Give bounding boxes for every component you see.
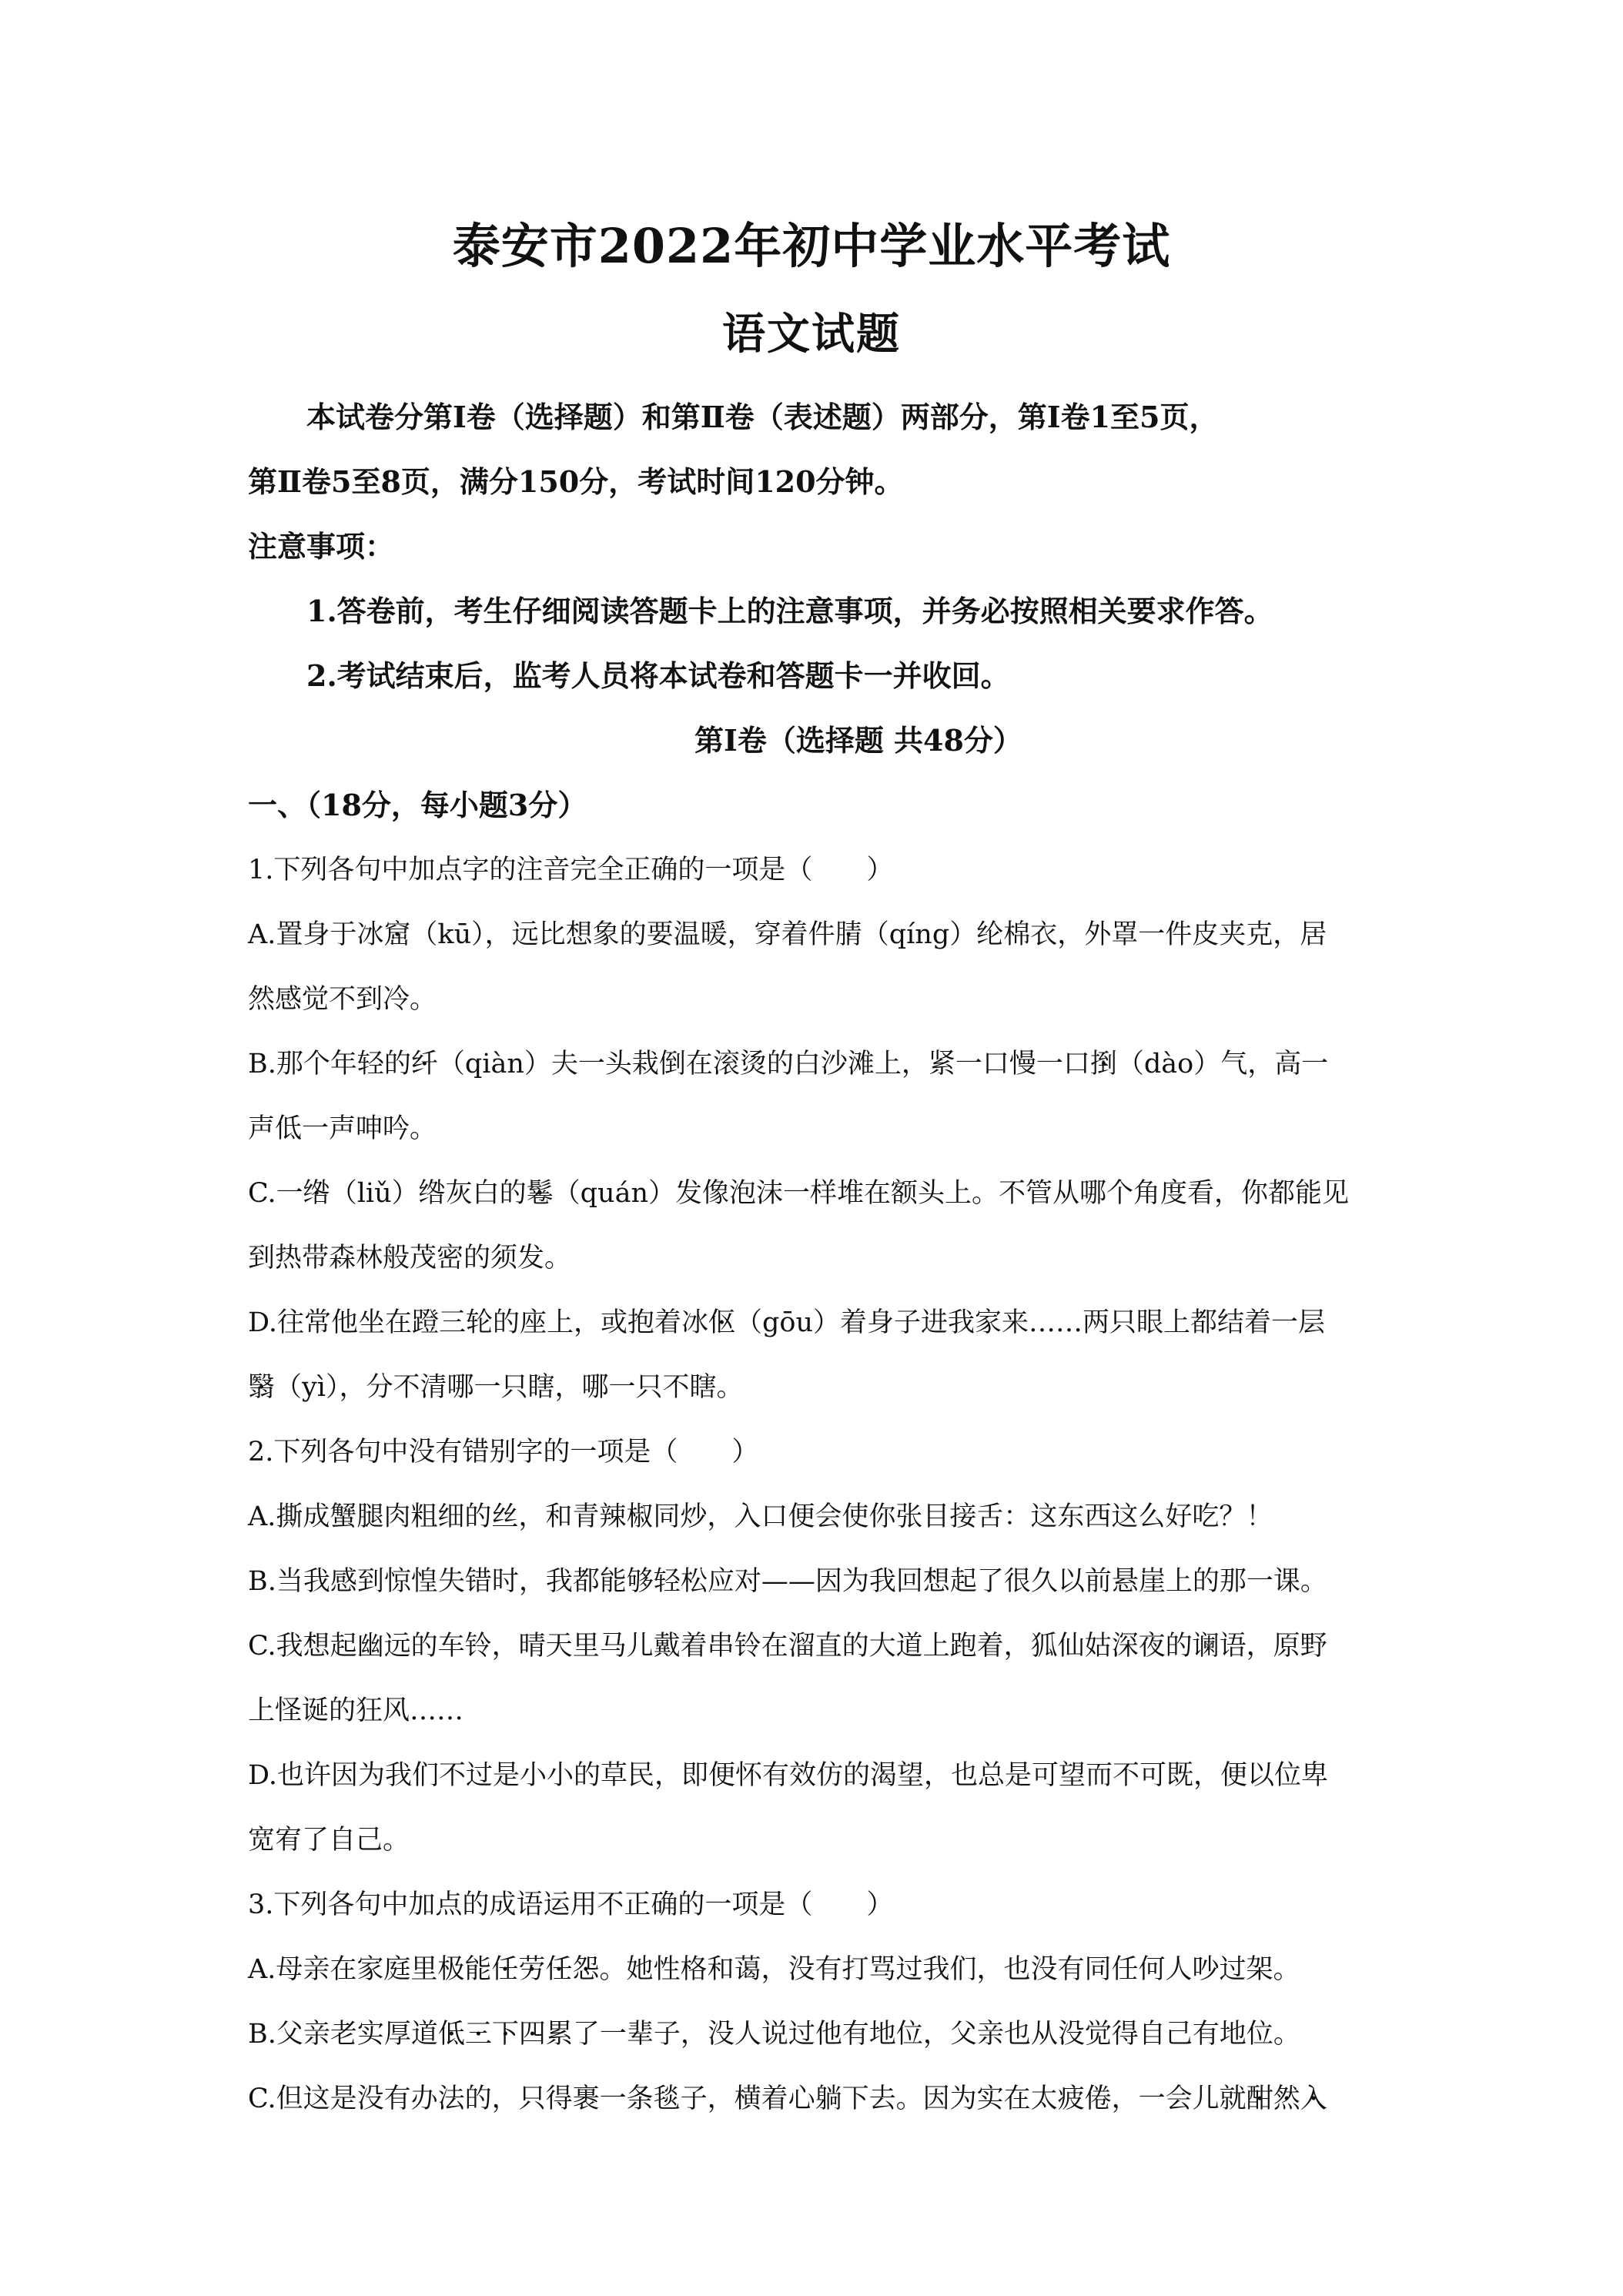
q1-stem: 1.下列各句中加点字的注音完全正确的一项是（ ） [248,855,894,885]
q2-option-d-cont: 宽宥了自己。 [248,1825,410,1856]
exam-subject: 语文试题 [722,309,901,360]
dotted-char: 劳 • [518,1954,545,1985]
q1-option-d: D.往常他坐在蹬三轮的座上，或抱着冰伛 •（gōu）着身子进我家来……两只眼上都结着一层 [248,1290,1469,1355]
q2-option-c: C.我想起幽远的车铃，晴天里马儿戴着串铃在溜直的大道上跑着，狐仙姑深夜的谰语，原野 [248,1631,1327,1662]
dotted-char: 低 • [438,2019,465,2050]
dotted-char: 下 • [492,2019,519,2050]
exam-body [248,385,1469,2131]
dotted-char: 怨 • [572,1954,599,1985]
q2-stem: 2.下列各句中没有错别字的一项是（ ） [248,1437,759,1468]
q3-stem: 3.下列各句中加点的成语运用不正确的一项是（ ） [248,1889,894,1920]
notes-heading: 注意事项： [248,529,395,564]
dotted-char: 鬈 • [527,1178,554,1209]
note-item-1: 1.答卷前，考生仔细阅读答题卡上的注意事项，并务必按照相关要求作答。 [306,594,1273,628]
dotted-char: 酣 • [1247,2083,1273,2114]
exam-title: 泰安市2022年初中学业水平考试 [452,218,1171,274]
dotted-char: 捯 • [1090,1049,1117,1079]
q1-option-a-cont: 然感觉不到冷。 [248,984,437,1015]
q1-option-a: A.置身于冰窟 •（kū），远比想象的要温暖，穿着件腈 •（qíng）纶棉衣，外罩一件皮夹克，居 [248,902,1469,967]
q2-option-b: B.当我感到惊惶失错时，我都能够轻松应对——因为我回想起了很久以前悬崖上的那一课。 [248,1566,1327,1597]
q2-option-a: A.撕成蟹腿肉粗细的丝，和青辣椒同炒，入口便会使你张目接舌：这东西这么好吃？！ [248,1501,1273,1532]
dotted-char: 窟 • [383,919,410,950]
dotted-char: 四 • [519,2019,546,2050]
dotted-char: 纤 • [411,1049,438,1079]
dotted-char: 翳 • [248,1372,275,1403]
note-item-2: 2.考试结束后，监考人员将本试卷和答题卡一并收回。 [306,658,1010,693]
dotted-char: 绺 • [303,1178,330,1209]
q1-option-c-cont: 到热带森林般茂密的须发。 [248,1243,572,1274]
dotted-char: 任 • [545,1954,572,1985]
q1-option-d-cont: 翳 •（yì），分不清哪一只瞎，哪一只不瞎。 [248,1355,1469,1420]
q1-option-c: C.一绺 •（liǔ）绺灰白的鬈 •（quán）发像泡沫一样堆在额头上。不管从哪个角度看，你都能见 [248,1161,1469,1226]
q2-option-c-cont: 上怪诞的狂风…… [248,1695,464,1726]
intro-line-2: 第Ⅱ卷5至8页，满分150分，考试时间120分钟。 [248,464,904,499]
q2-option-d: D.也许因为我们不过是小小的草民，即便怀有效仿的渴望，也总是可望而不可既，便以位卑 [248,1760,1328,1791]
dotted-char: 腈 • [835,919,862,950]
dotted-char: 伛 • [708,1307,735,1338]
dotted-char: 三 • [465,2019,492,2050]
dotted-char: 任 • [491,1954,518,1985]
dotted-char: 然 • [1273,2083,1300,2114]
q3-option-c: C.但这是没有办法的，只得裹一条毯子，横着心躺下去。因为实在太疲倦，一会儿就酣 •然 •入 • [248,2067,1469,2131]
q1-option-b: B.那个年轻的纤 •（qiàn）夫一头栽倒在滚烫的白沙滩上，紧一口慢一口捯 •（dào）气，高一 [248,1032,1469,1096]
q3-option-a: A.母亲在家庭里极能任 •劳 •任 •怨 •。她性格和蔼，没有打骂过我们，也没有同任何人吵过架。 [248,1937,1469,2002]
q1-option-b-cont: 声低一声呻吟。 [248,1113,437,1144]
dotted-char: 入 • [1300,2083,1327,2114]
q3-option-b: B.父亲老实厚道低 •三 •下 •四 •累了一辈子，没人说过他有地位，父亲也从没觉得自己有地位。 [248,2002,1469,2067]
intro-line-1: 本试卷分第Ⅰ卷（选择题）和第Ⅱ卷（表述题）两部分，第Ⅰ卷1至5页， [306,400,1219,434]
section-heading: 一、（18分，每小题3分） [248,788,587,822]
part1-heading: 第Ⅰ卷（选择题 共48分） [694,723,1022,758]
